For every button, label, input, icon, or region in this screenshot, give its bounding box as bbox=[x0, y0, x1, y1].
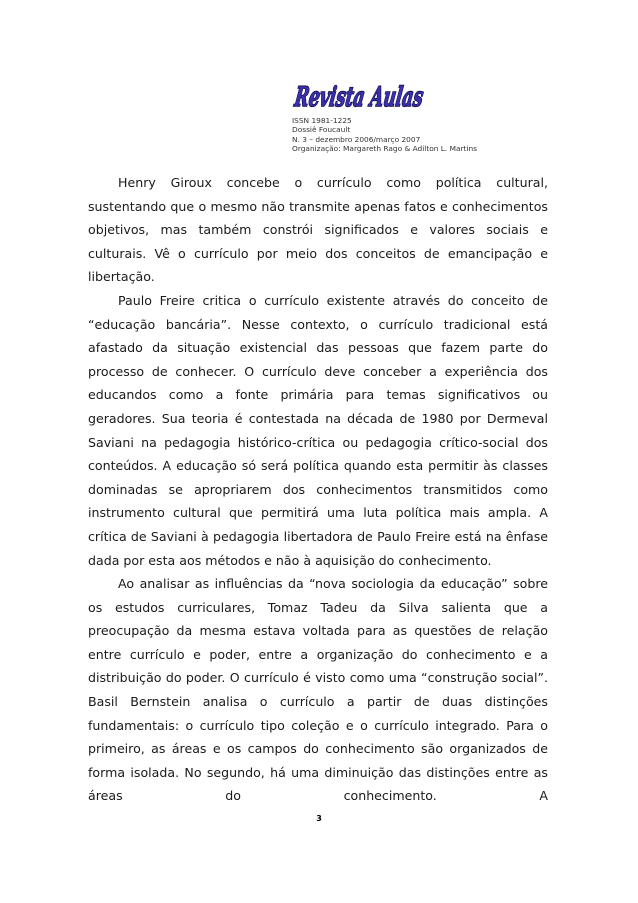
journal-logo-wordmark bbox=[292, 76, 501, 116]
svg-text:Revista Aulas: Revista Aulas bbox=[292, 82, 501, 113]
journal-header-info bbox=[292, 116, 477, 153]
dossier-line: Dossiê Foucault bbox=[292, 125, 351, 135]
article-body bbox=[88, 171, 548, 808]
paragraph-nova-sociologia: Ao analisar as influências da “nova sociologia da educação” sobre os estudos curriculares, Tomaz Tadeu da Silva salienta que a preocupação da mesma estava voltada para as questões de relação entre currículo e poder, entre a organização do conhecimento e a distribuição do poder. O currículo é visto como uma “construção social”. Basil Bernstein analisa o currículo a partir de duas distinções fundamentais: o currículo tipo coleção e o currículo integrado. Para o primeiro, as áreas e os campos do conhecimento são organizados de forma isolada. No segundo, há uma diminuição das distinções entre as áreas do conhecimento. A bbox=[88, 576, 548, 804]
page-number: 3 bbox=[316, 814, 322, 823]
journal-logo bbox=[292, 76, 501, 116]
issue-line: N. 3 – dezembro 2006/março 2007 bbox=[292, 134, 421, 144]
paragraph-giroux: Henry Giroux concebe o currículo como política cultural, sustentando que o mesmo não transmite apenas fatos e conhecimentos objetivos, mas também constrói significados e valores sociais e culturais. Vê o currículo por meio dos conceitos de emancipação e libertação. bbox=[88, 175, 548, 285]
organization-line: Organização: Margareth Rago & Adilton L. Martins bbox=[292, 143, 478, 153]
issn-line: ISSN 1981-1225 bbox=[292, 116, 352, 125]
paragraph-freire-saviani: Paulo Freire critica o currículo existente através do conceito de “educação bancária”. Nesse contexto, o currículo tradicional está afastado da situação existencial das pessoas que fazem parte do processo de conhecer. O currículo deve conceber a experiência dos educandos como a fonte primária para temas significativos ou geradores. Sua teoria é contestada na década de 1980 por Dermeval Saviani na pedagogia histórico-crítica ou pedagogia crítico-social dos conteúdos. A educação só será política quando esta permitir às classes dominadas se apropriarem dos conhecimentos transmitidos como instrumento cultural que permitirá uma luta política mais ampla. A crítica de Saviani à pedagogia libertadora de Paulo Freire está na ênfase dada por esta aos métodos e não à aquisição do conhecimento. bbox=[88, 292, 548, 568]
